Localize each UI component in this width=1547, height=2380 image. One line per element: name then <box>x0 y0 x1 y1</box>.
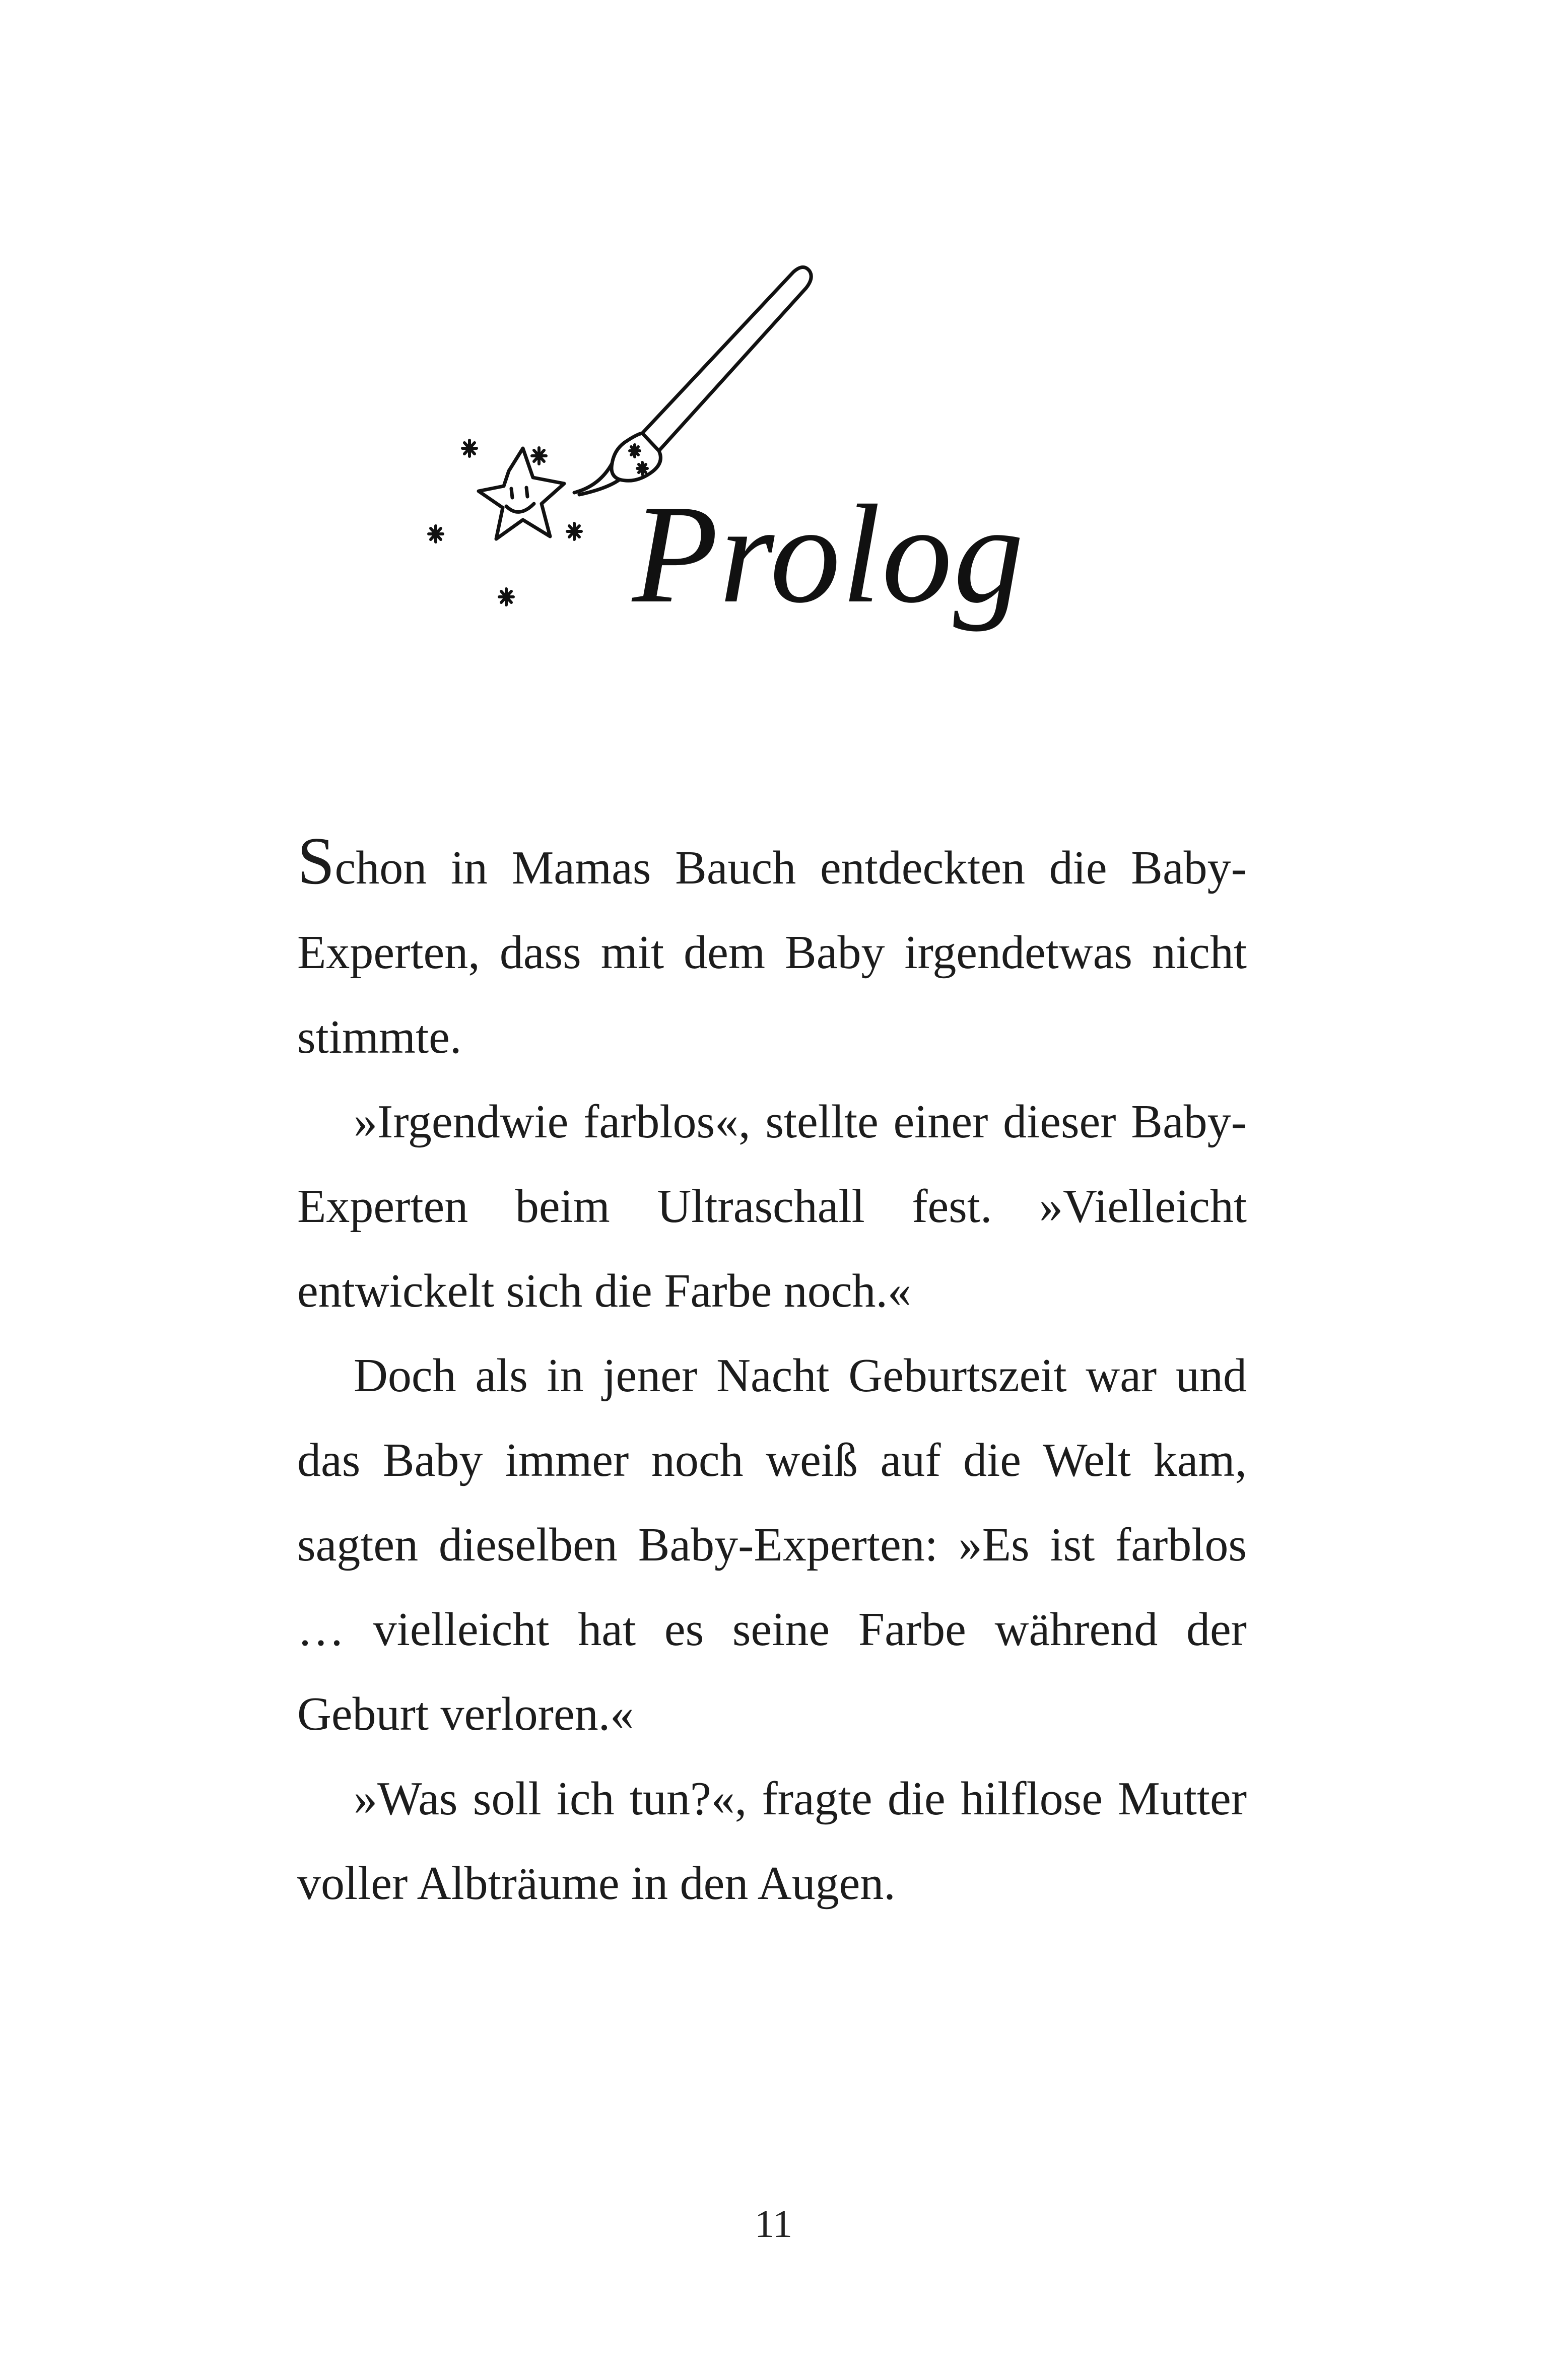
paragraph: »Irgendwie farblos«, stellte einer dieser Baby-Experten beim Ultraschall fest. »Vielleicht entwickelt sich die Farbe noch.« <box>297 1096 1247 1317</box>
paragraph: Doch als in jener Nacht Geburtszeit war und das Baby immer noch weiß auf die Welt kam, sagten dieselben Baby-Experten: »Es ist farblos … vielleicht hat es seine Farbe während der Geburt verloren.« <box>297 1349 1247 1740</box>
paragraph-text: chon in Mamas Bauch entdeckten die Baby-Experten, dass mit dem Baby irgendetwas nicht stimmte. <box>297 842 1247 1063</box>
chapter-title: Prolog <box>632 475 1025 632</box>
drop-cap: S <box>297 824 335 898</box>
body-text <box>297 819 1247 1926</box>
paragraph <box>297 819 1247 1079</box>
paragraph: »Was soll ich tun?«, fragte die hilflose Mutter voller Albträume in den Augen. <box>297 1773 1247 1910</box>
page-number: 11 <box>754 2202 793 2246</box>
